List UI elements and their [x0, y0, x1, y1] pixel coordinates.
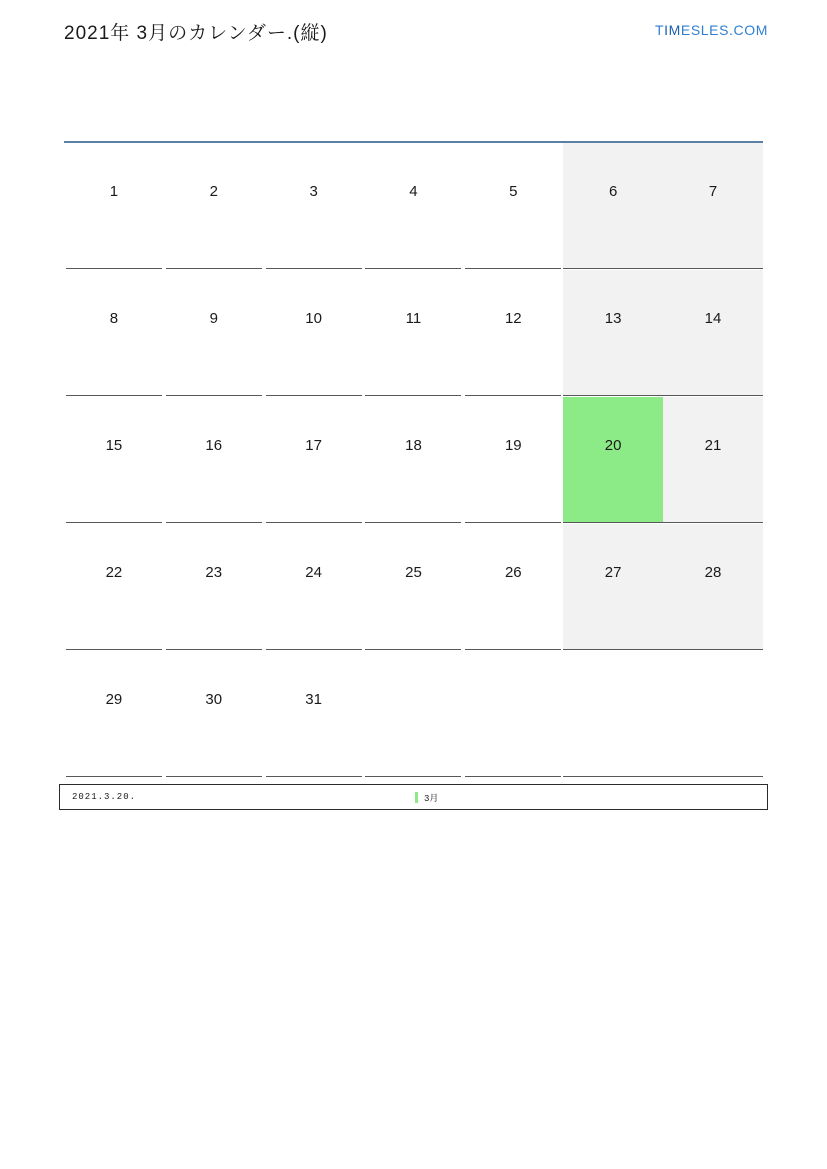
calendar-week-row — [64, 651, 763, 776]
calendar-day-cell[interactable] — [264, 524, 364, 649]
calendar-day-cell-saturday[interactable] — [563, 270, 663, 395]
footer-bar — [59, 784, 768, 810]
day-number: 23 — [205, 564, 223, 581]
calendar-day-cell[interactable] — [164, 524, 264, 649]
calendar-day-cell[interactable] — [364, 397, 464, 522]
calendar-day-cell[interactable] — [164, 397, 264, 522]
calendar-day-cell[interactable] — [364, 143, 464, 268]
day-number: 24 — [305, 564, 322, 581]
day-number: 29 — [105, 691, 123, 708]
day-number: 26 — [504, 564, 522, 581]
day-number: 22 — [105, 564, 123, 581]
calendar-day-cell[interactable] — [164, 143, 264, 268]
calendar-week-row — [64, 397, 763, 522]
calendar-day-cell[interactable] — [264, 270, 364, 395]
calendar-day-cell[interactable] — [64, 397, 164, 522]
calendar-day-cell-empty — [364, 651, 464, 776]
calendar-day-cell-sunday[interactable] — [663, 143, 763, 268]
day-number: 12 — [504, 310, 522, 327]
calendar-day-cell[interactable] — [64, 651, 164, 776]
calendar-day-cell-sunday[interactable] — [663, 397, 763, 522]
day-number: 21 — [704, 437, 722, 454]
day-number: 10 — [305, 310, 322, 327]
calendar-day-cell-saturday[interactable] — [563, 524, 663, 649]
day-number: 16 — [205, 437, 223, 454]
calendar-day-cell[interactable] — [164, 651, 264, 776]
day-number: 4 — [409, 183, 418, 200]
calendar-day-cell-highlighted[interactable] — [563, 397, 663, 522]
day-number: 8 — [109, 310, 119, 327]
calendar-day-cell-empty — [463, 651, 563, 776]
calendar-day-cell-empty — [663, 651, 763, 776]
calendar-day-cell[interactable] — [463, 270, 563, 395]
day-number: 31 — [305, 691, 322, 708]
calendar-day-cell[interactable] — [463, 143, 563, 268]
day-number: 27 — [604, 564, 622, 581]
calendar-day-cell-sunday[interactable] — [663, 524, 763, 649]
day-number: 9 — [209, 310, 218, 327]
day-number: 20 — [604, 437, 622, 454]
day-number: 19 — [504, 437, 522, 454]
day-number: 30 — [205, 691, 223, 708]
page-header — [64, 18, 768, 52]
day-number: 14 — [704, 310, 722, 327]
page-title: 2021年 3月のカレンダー.(縦) — [64, 23, 328, 44]
calendar-day-cell-sunday[interactable] — [663, 270, 763, 395]
day-number: 18 — [405, 437, 422, 454]
day-number: 2 — [209, 183, 218, 200]
calendar-day-cell[interactable] — [364, 524, 464, 649]
calendar-day-cell[interactable] — [264, 397, 364, 522]
day-number: 6 — [608, 183, 618, 200]
calendar-week-row — [64, 524, 763, 649]
calendar-row-rules — [64, 776, 763, 778]
day-number: 25 — [405, 564, 422, 581]
brand-part-2: IM — [664, 22, 681, 38]
day-number: 11 — [405, 310, 422, 327]
day-number: 3 — [309, 183, 318, 200]
calendar-day-cell[interactable] — [64, 270, 164, 395]
calendar-day-cell[interactable] — [463, 397, 563, 522]
day-number: 28 — [704, 564, 722, 581]
calendar-day-cell[interactable] — [64, 524, 164, 649]
calendar-day-cell[interactable] — [64, 143, 164, 268]
brand-part-1: T — [654, 22, 665, 38]
day-number: 13 — [604, 310, 622, 327]
day-number: 7 — [708, 183, 718, 200]
calendar-day-cell[interactable] — [364, 270, 464, 395]
calendar-week-row — [64, 143, 763, 268]
site-brand[interactable] — [655, 22, 768, 38]
legend-label: 3月 — [424, 794, 439, 804]
day-number: 1 — [109, 183, 119, 200]
calendar-day-cell-empty — [563, 651, 663, 776]
day-number: 15 — [105, 437, 123, 454]
day-number: 17 — [305, 437, 322, 454]
calendar-day-cell[interactable] — [463, 524, 563, 649]
calendar-week-row — [64, 270, 763, 395]
calendar-day-cell[interactable] — [264, 651, 364, 776]
calendar-day-cell[interactable] — [264, 143, 364, 268]
day-number: 5 — [509, 183, 518, 200]
calendar-day-cell-saturday[interactable] — [563, 143, 663, 268]
footer-date-text: 2021.3.20. — [72, 792, 137, 802]
footer-legend — [415, 791, 438, 804]
calendar-grid — [64, 141, 763, 778]
calendar-day-cell[interactable] — [164, 270, 264, 395]
brand-part-3: ESLES.COM — [680, 22, 768, 38]
legend-color-swatch — [415, 792, 418, 803]
